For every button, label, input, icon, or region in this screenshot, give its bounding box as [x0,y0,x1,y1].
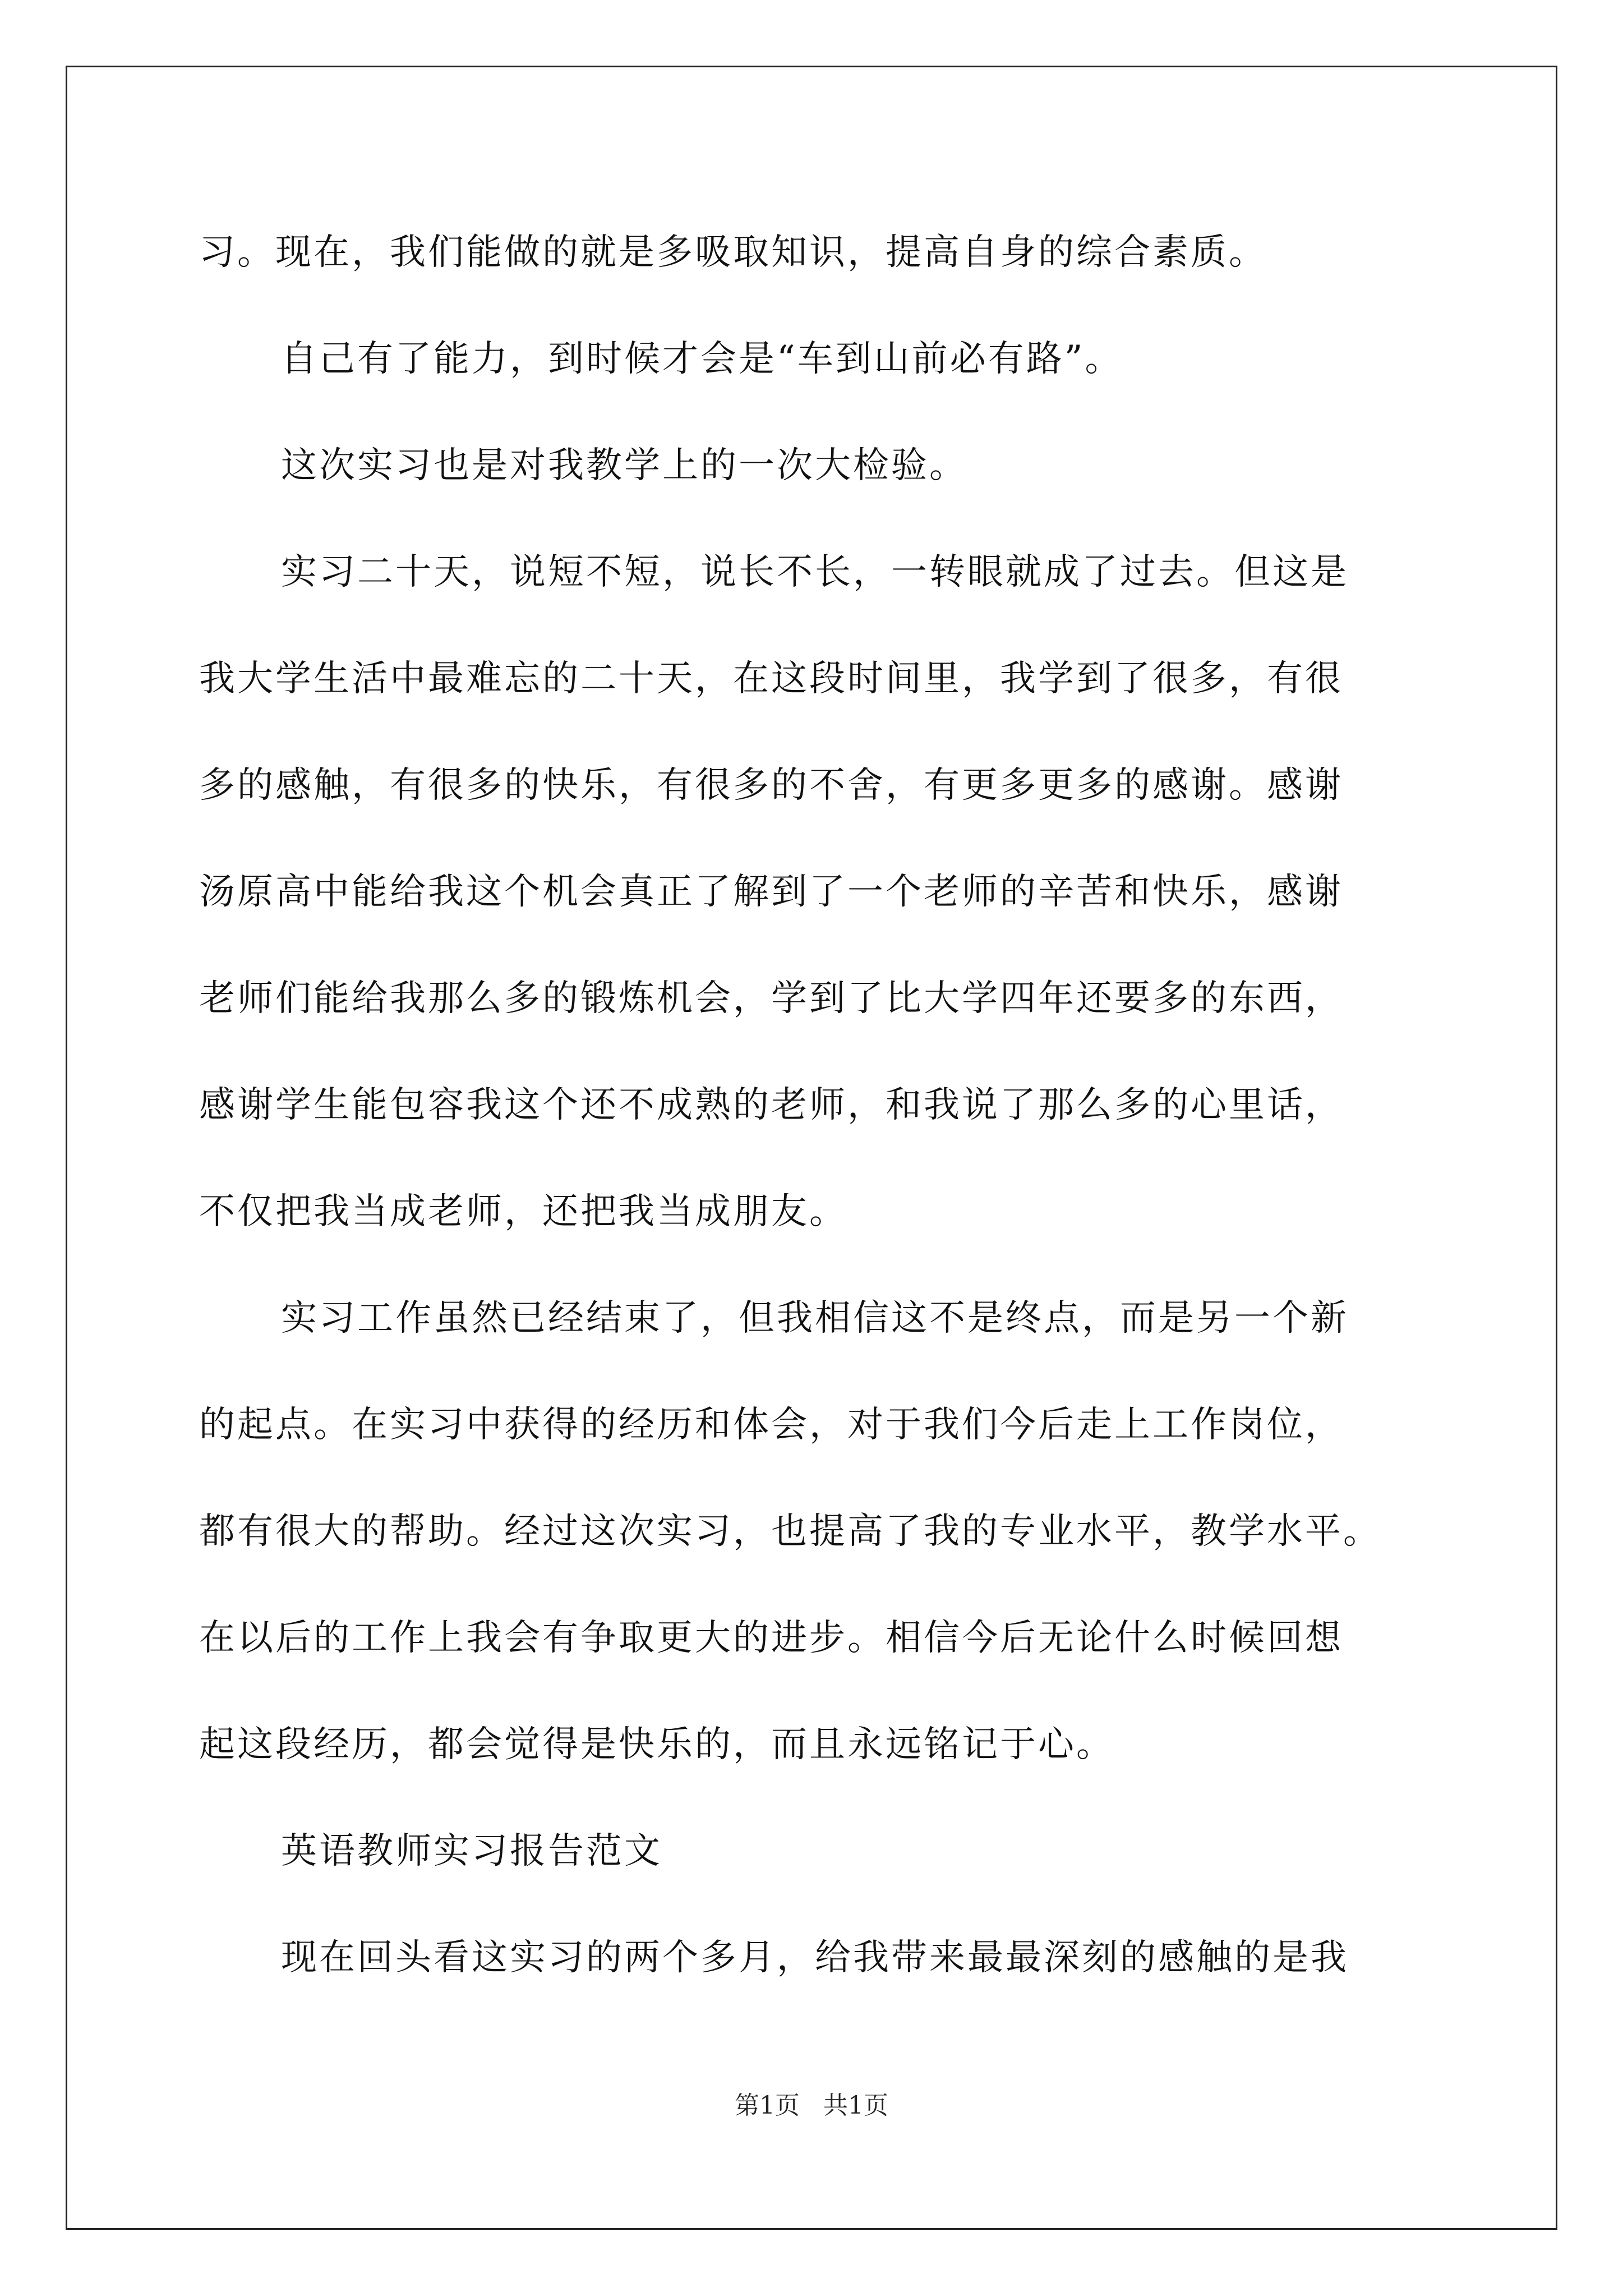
text-line: 汤原高中能给我这个机会真正了解到了一个老师的辛苦和快乐，感谢 [199,871,1343,913]
text-line: 这次实习也是对我教学上的一次大检验。 [281,445,967,486]
section-heading: 英语教师实习报告范文 [281,1830,662,1872]
text-line: 实习工作虽然已经结束了，但我相信这不是终点，而是另一个新 [281,1297,1349,1339]
text-line: 都有很大的帮助。经过这次实习，也提高了我的专业水平，教学水平。 [199,1511,1381,1552]
text-line: 感谢学生能包容我这个还不成熟的老师，和我说了那么多的心里话， [199,1084,1343,1126]
text-line: 老师们能给我那么多的锻炼机会，学到了比大学四年还要多的东西， [199,978,1343,1019]
text-line: 起这段经历，都会觉得是快乐的，而且永远铭记于心。 [199,1724,1114,1765]
text-line: 实习二十天，说短不短，说长不长，一转眼就成了过去。但这是 [281,551,1349,593]
text-line: 习。现在，我们能做的就是多吸取知识，提高自身的综合素质。 [199,232,1267,273]
text-line: 在以后的工作上我会有争取更大的进步。相信今后无论什么时候回想 [199,1617,1343,1659]
text-line: 自己有了能力，到时候才会是“车到山前必有路”。 [281,338,1123,380]
text-line: 现在回头看这实习的两个多月，给我带来最最深刻的感触的是我 [281,1937,1349,1978]
page-border [66,66,1557,2230]
page-number-footer: 第1页 共1页 [735,2091,888,2120]
text-line: 我大学生活中最难忘的二十天，在这段时间里，我学到了很多，有很 [199,658,1343,700]
text-line: 不仅把我当成老师，还把我当成朋友。 [199,1191,847,1232]
text-line: 的起点。在实习中获得的经历和体会，对于我们今后走上工作岗位， [199,1404,1343,1446]
text-line: 多的感触，有很多的快乐，有很多的不舍，有更多更多的感谢。感谢 [199,765,1343,806]
